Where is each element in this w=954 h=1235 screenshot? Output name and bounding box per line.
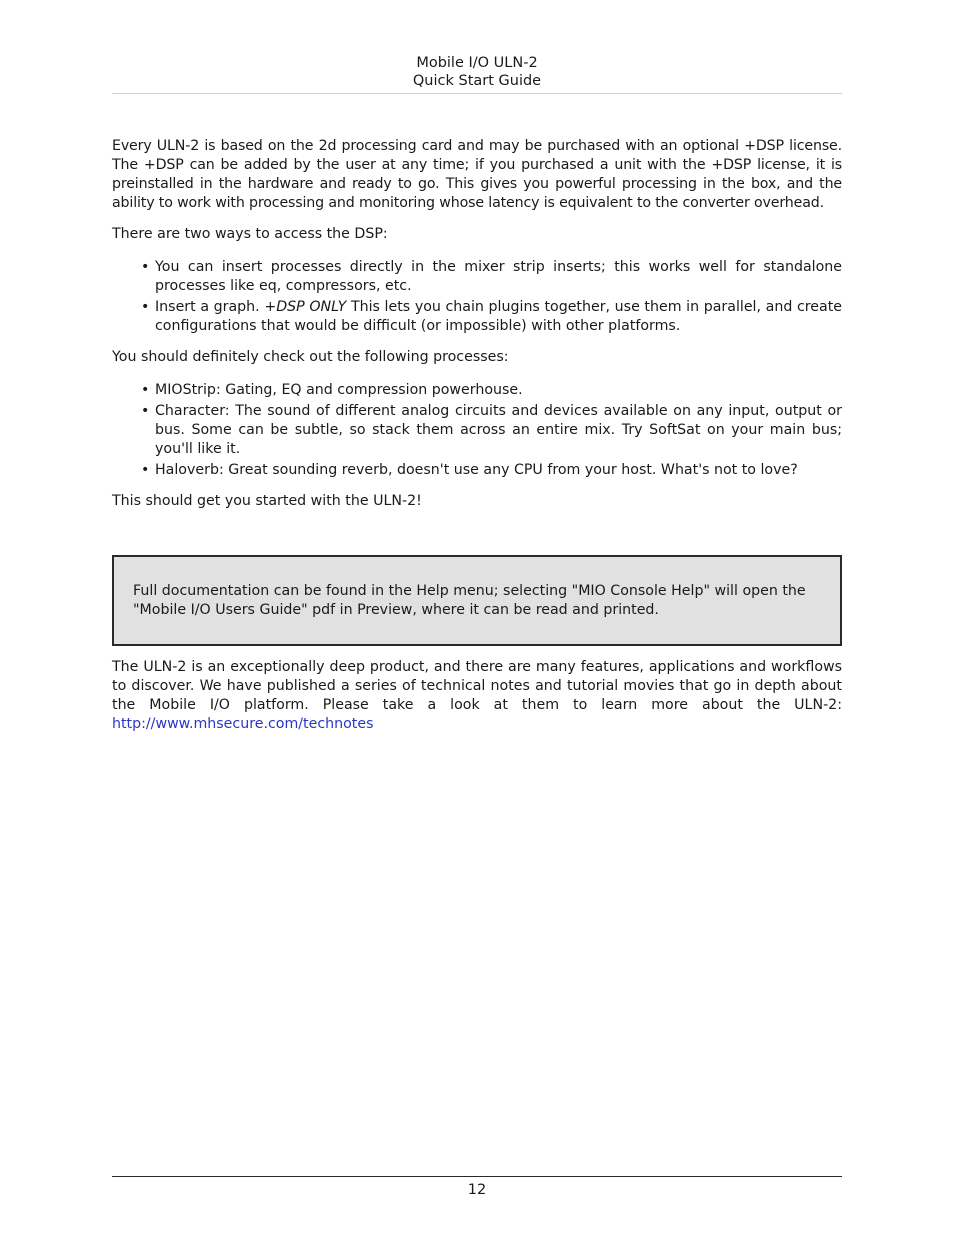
page-content	[112, 137, 842, 734]
header-product-title: Mobile I/O ULN-2	[416, 55, 538, 71]
dsp-only-emphasis: +DSP ONLY	[264, 299, 347, 315]
dsp-access-list	[112, 258, 842, 336]
list-item: • MIOStrip: Gating, EQ and compression powerhouse.	[155, 381, 842, 400]
list-item: • You can insert processes directly in the mixer strip inserts; this works well for standalone processes like eq, compressors, etc.	[155, 258, 842, 296]
documentation-note-box	[112, 555, 842, 646]
page-header	[112, 54, 842, 94]
list-item: • Haloverb: Great sounding reverb, doesn't use any CPU from your host. What's not to love?	[155, 461, 842, 480]
closing-paragraph	[112, 658, 842, 734]
intro-paragraph: Every ULN-2 is based on the 2d processing card and may be purchased with an optional +DSP license. The +DSP can be added by the user at any time; if you purchased a unit with the +DSP license, it is preinstalled in the hardware and ready to go. This gives you powerful processing in the box, and the ability to work with processing and monitoring whose latency is equivalent to the converter overhead.	[112, 138, 842, 211]
processes-list	[112, 381, 842, 480]
list-item-text: Insert a graph.	[155, 299, 265, 315]
processes-intro: You should definitely check out the following processes:	[112, 349, 509, 365]
documentation-note-text: Full documentation can be found in the Help menu; selecting "MIO Console Help" will open the "Mobile I/O Users Guide" pdf in Preview, where it can be read and printed.	[133, 583, 806, 618]
closing-text: The ULN-2 is an exceptionally deep product, and there are many features, applications and workflows to discover. We have published a series of technical notes and tutorial movies that go in depth about the Mobile I/O platform. Please take a look at them to learn more about the ULN-2:	[112, 659, 842, 713]
technotes-link[interactable]: http://www.mhsecure.com/technotes	[112, 716, 374, 732]
dsp-access-intro: There are two ways to access the DSP:	[112, 226, 388, 242]
list-item: • Character: The sound of different analog circuits and devices available on any input, output or bus. Some can be subtle, so stack them across an entire mix. Try SoftSat on your main bus; you'll like it.	[155, 402, 842, 459]
page-footer	[112, 1176, 842, 1200]
header-guide-title: Quick Start Guide	[412, 73, 542, 89]
list-item	[155, 298, 842, 336]
page-number: 12	[467, 1182, 487, 1198]
list-item-text: This lets you chain plugins together, use them in parallel, and create configurations that would be difficult (or impossible) with other platforms.	[155, 299, 842, 334]
get-started-paragraph: This should get you started with the ULN-2!	[112, 493, 422, 509]
